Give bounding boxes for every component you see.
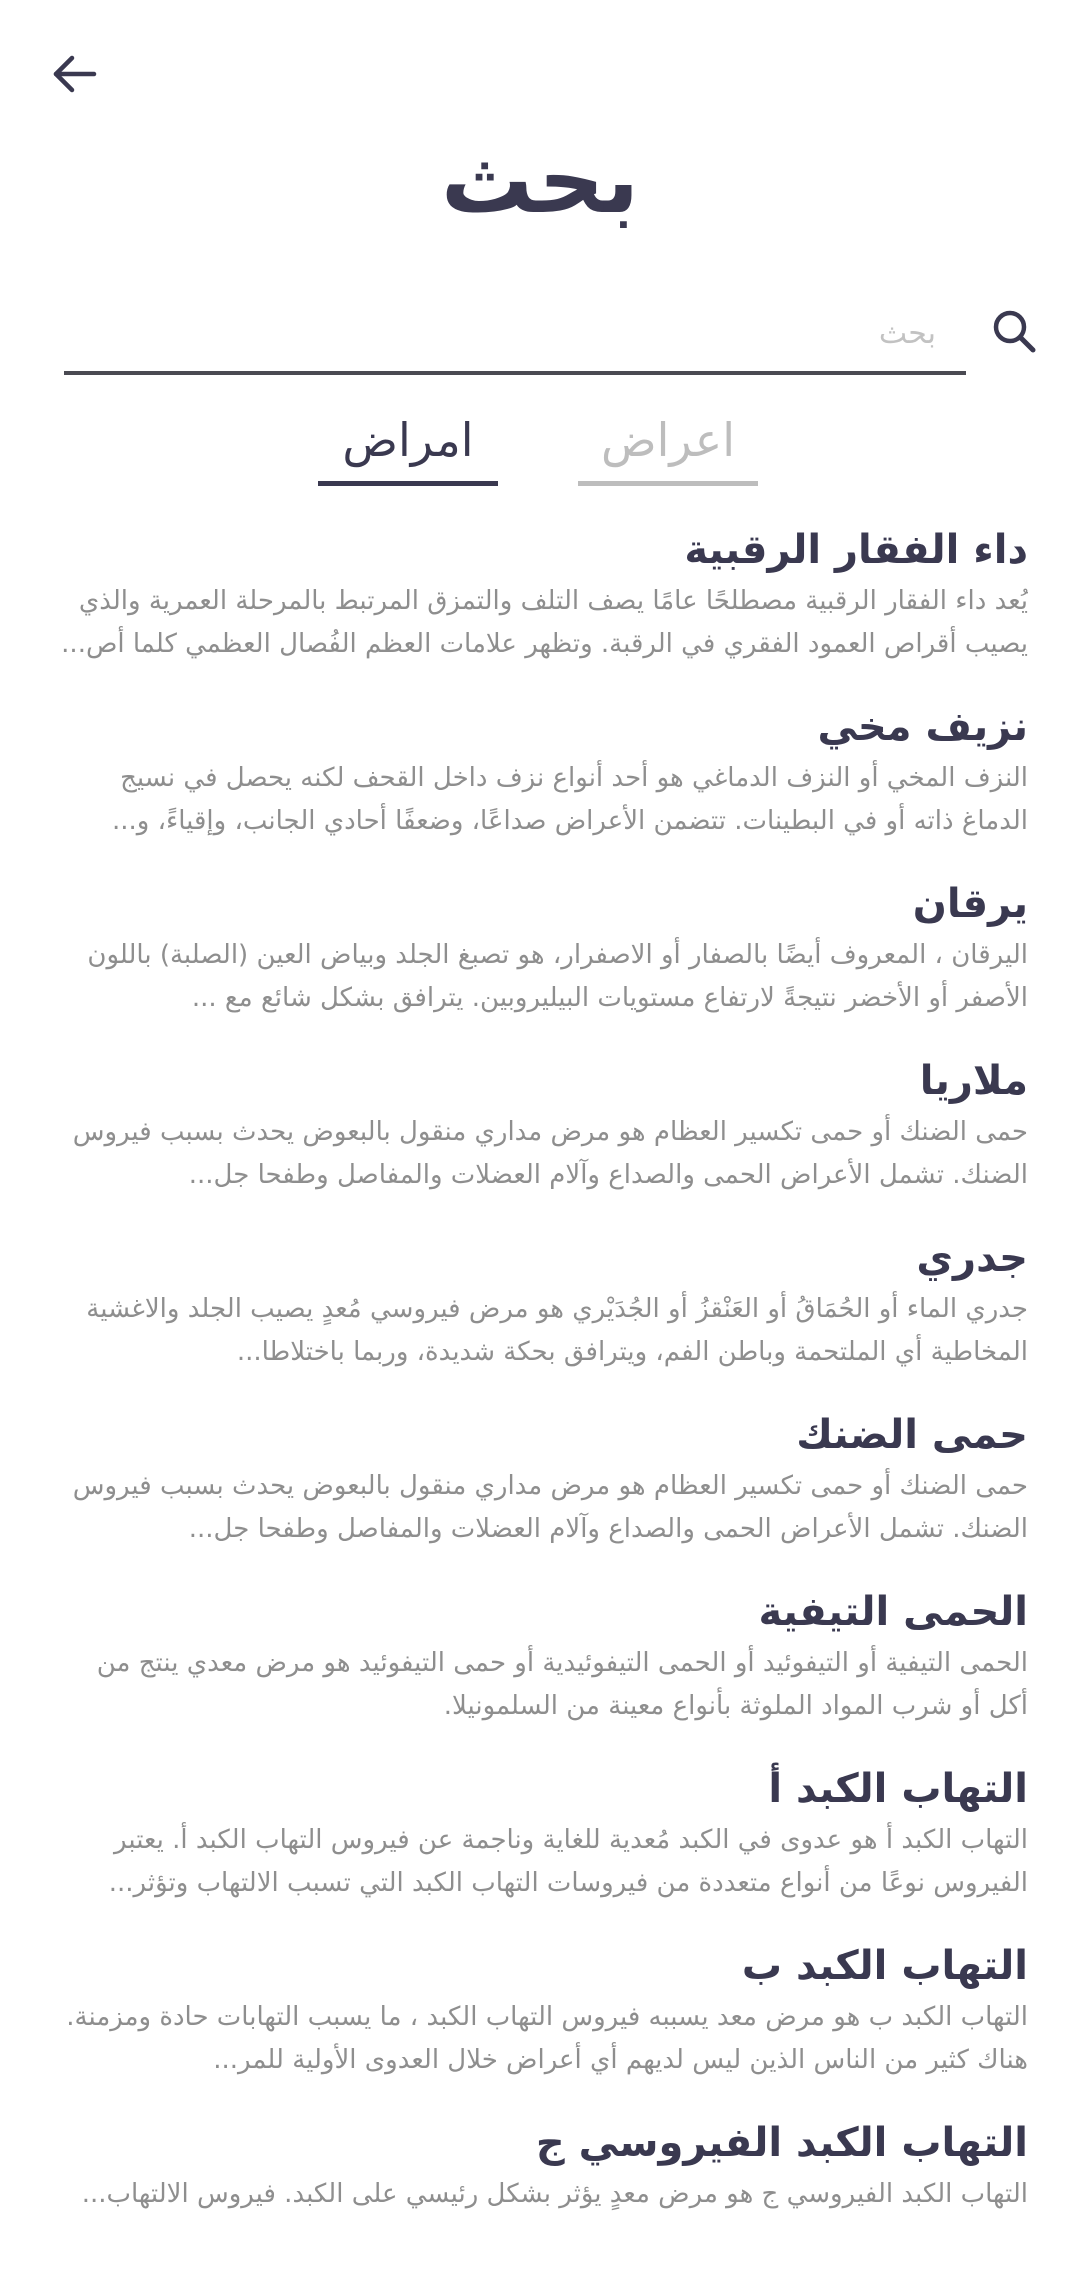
item-description: الحمى التيفية أو التيفوئيد أو الحمى التيفوئيدية أو حمى التيفوئيد هو مرض معدي ينتج من أكل أو شرب المواد الملوثة بأنواع معينة من السلمونيلا.	[96, 1648, 1028, 1721]
list-item[interactable]	[56, 1051, 1028, 1228]
list-item[interactable]	[56, 874, 1028, 1051]
search-bar	[64, 295, 1040, 379]
page-title: بحث	[440, 127, 640, 234]
item-title: التهاب الكبد أ	[768, 1766, 1028, 1812]
item-title: جدري	[916, 1235, 1028, 1281]
tab-bar	[0, 405, 1080, 485]
list-item[interactable]	[56, 697, 1028, 874]
tab-symptoms[interactable]: اعراض	[578, 405, 758, 486]
list-item[interactable]	[56, 1228, 1028, 1405]
list-item[interactable]	[56, 520, 1028, 697]
list-item[interactable]	[56, 1582, 1028, 1759]
item-title: ملاريا	[919, 1058, 1028, 1104]
item-description: النزف المخي أو النزف الدماغي هو أحد أنواع نزف داخل القحف لكنه يحصل في نسيج الدماغ ذاته أو في البطينات. تتضمن الأعراض صداعًا، وضعفًا أحادي الجانب، وإقياءً، و...	[111, 763, 1028, 836]
item-description: حمى الضنك أو حمى تكسير العظام هو مرض مداري منقول بالبعوض يحدث بسبب فيروس الضنك. تشمل الأعراض الحمى والصداع وآلام العضلات والمفاصل وطفحا جل...	[72, 1471, 1028, 1544]
back-button[interactable]	[44, 44, 104, 104]
item-title: نزيف مخي	[817, 704, 1028, 750]
item-description: جدري الماء أو الحُمَاقُ أو العَنْقزُ أو الجُدَيْري هو مرض فيروسي مُعدٍ يصيب الجلد والاغشية المخاطية أي الملتحمة وباطن الفم، ويترافق بحكة شديدة، وربما باختلاطا...	[86, 1294, 1028, 1367]
disease-list	[56, 520, 1028, 2290]
item-description: التهاب الكبد ب هو مرض معد يسببه فيروس التهاب الكبد ، ما يسبب التهابات حادة ومزمنة. هناك كثير من الناس الذين ليس لديهم أي أعراض خلال العدوى الأولية للمر...	[66, 2002, 1028, 2075]
item-description: اليرقان ، المعروف أيضًا بالصفار أو الاصفرار، هو تصبغ الجلد وبياض العين (الصلبة) باللون الأصفر أو الأخضر نتيجةً لارتفاع مستويات البيليروبين. يترافق بشكل شائع مع ...	[87, 940, 1028, 1013]
item-title: التهاب الكبد الفيروسي ج	[535, 2120, 1028, 2166]
item-description: حمى الضنك أو حمى تكسير العظام هو مرض مداري منقول بالبعوض يحدث بسبب فيروس الضنك. تشمل الأعراض الحمى والصداع وآلام العضلات والمفاصل وطفحا جل...	[72, 1117, 1028, 1190]
list-item[interactable]	[56, 2113, 1028, 2290]
search-icon[interactable]	[990, 307, 1040, 357]
list-item[interactable]	[56, 1759, 1028, 1936]
item-description: التهاب الكبد الفيروسي ج هو مرض معدٍ يؤثر بشكل رئيسي على الكبد. فيروس الالتهاب...	[81, 2179, 1028, 2209]
list-item[interactable]	[56, 1405, 1028, 1582]
search-input[interactable]	[64, 295, 966, 375]
item-description: التهاب الكبد أ هو عدوى في الكبد مُعدية للغاية وناجمة عن فيروس التهاب الكبد أ. يعتبر الفيروس نوعًا من أنواع متعددة من فيروسات التهاب الكبد التي تسبب الالتهاب وتؤثر...	[108, 1825, 1028, 1898]
tab-diseases[interactable]: امراض	[318, 405, 498, 486]
list-item[interactable]	[56, 1936, 1028, 2113]
item-description: يُعد داء الفقار الرقبية مصطلحًا عامًا يصف التلف والتمزق المرتبط بالمرحلة العمرية والذي يصيب أقراص العمود الفقري في الرقبة. وتظهر علامات العظم الفُصال العظمي كلما أص...	[61, 586, 1028, 659]
item-title: حمى الضنك	[796, 1412, 1028, 1458]
item-title: التهاب الكبد ب	[741, 1943, 1028, 1989]
item-title: الحمى التيفية	[758, 1589, 1028, 1635]
arrow-left-icon	[50, 50, 98, 98]
item-title: داء الفقار الرقبية	[684, 527, 1028, 573]
item-title: يرقان	[912, 881, 1028, 927]
